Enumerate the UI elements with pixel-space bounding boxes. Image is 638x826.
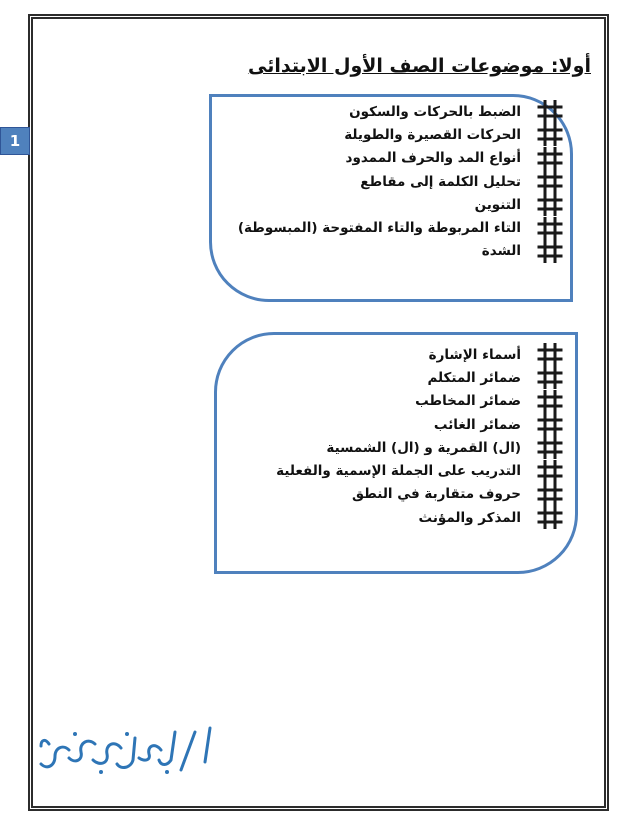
hash-icon [537,483,563,506]
hash-icon [537,343,563,366]
hash-icon [537,390,563,413]
topic-item-text: التنوين [474,196,521,213]
hash-icon [537,100,563,123]
topic-item-text: الشدة [481,243,521,260]
hash-icon [537,147,563,170]
topic-item-text: ضمائر الغائب [433,416,521,433]
hash-icon [537,123,563,146]
topic-item [238,193,563,216]
topic-list-2 [276,343,563,529]
hash-icon [537,240,563,263]
topic-item-text: الضبط بالحركات والسكون [349,103,521,120]
topic-item [276,436,563,459]
topic-item [238,170,563,193]
topic-item [276,413,563,436]
signature-handwriting [35,720,215,780]
topic-item [276,390,563,413]
hash-icon [537,170,563,193]
hash-icon [537,436,563,459]
topic-item-text: ضمائر المتكلم [427,369,521,386]
topic-item-text: التاء المربوطة والتاء المفتوحة (المبسوطة) [237,220,521,237]
hash-icon [537,413,563,436]
topic-item [276,459,563,482]
topic-item-text: أسماء الإشارة [428,346,521,363]
topic-item [238,240,563,263]
topic-item-text: أنواع المد والحرف الممدود [345,150,521,167]
topic-item [238,123,563,146]
topic-item [276,366,563,389]
topic-item [276,483,563,506]
topic-item-text: (ال) القمرية و (ال) الشمسية [326,439,521,456]
topic-item [238,100,563,123]
hash-icon [537,460,563,483]
hash-icon [537,193,563,216]
hash-icon [537,366,563,389]
topic-item [238,147,563,170]
hash-icon [537,506,563,529]
page-title: أولا: موضوعات الصف الأول الابتدائى [247,55,591,77]
topic-item-text: التدريب على الجملة الإسمية والفعلية [276,463,521,480]
topic-item-text: الحركات القصيرة والطويلة [344,126,521,143]
topic-item [238,216,563,239]
topic-item-text: حروف متقاربة في النطق [351,486,521,503]
topic-item-text: ضمائر المخاطب [415,393,521,410]
hash-icon [537,217,563,240]
topic-item [276,506,563,529]
topic-list-1 [238,100,563,263]
page-number-badge: 1 [0,127,30,155]
topic-item-text: تحليل الكلمة إلى مقاطع [360,173,521,190]
topic-item-text: المذكر والمؤنث [418,509,521,526]
topic-item [276,343,563,366]
